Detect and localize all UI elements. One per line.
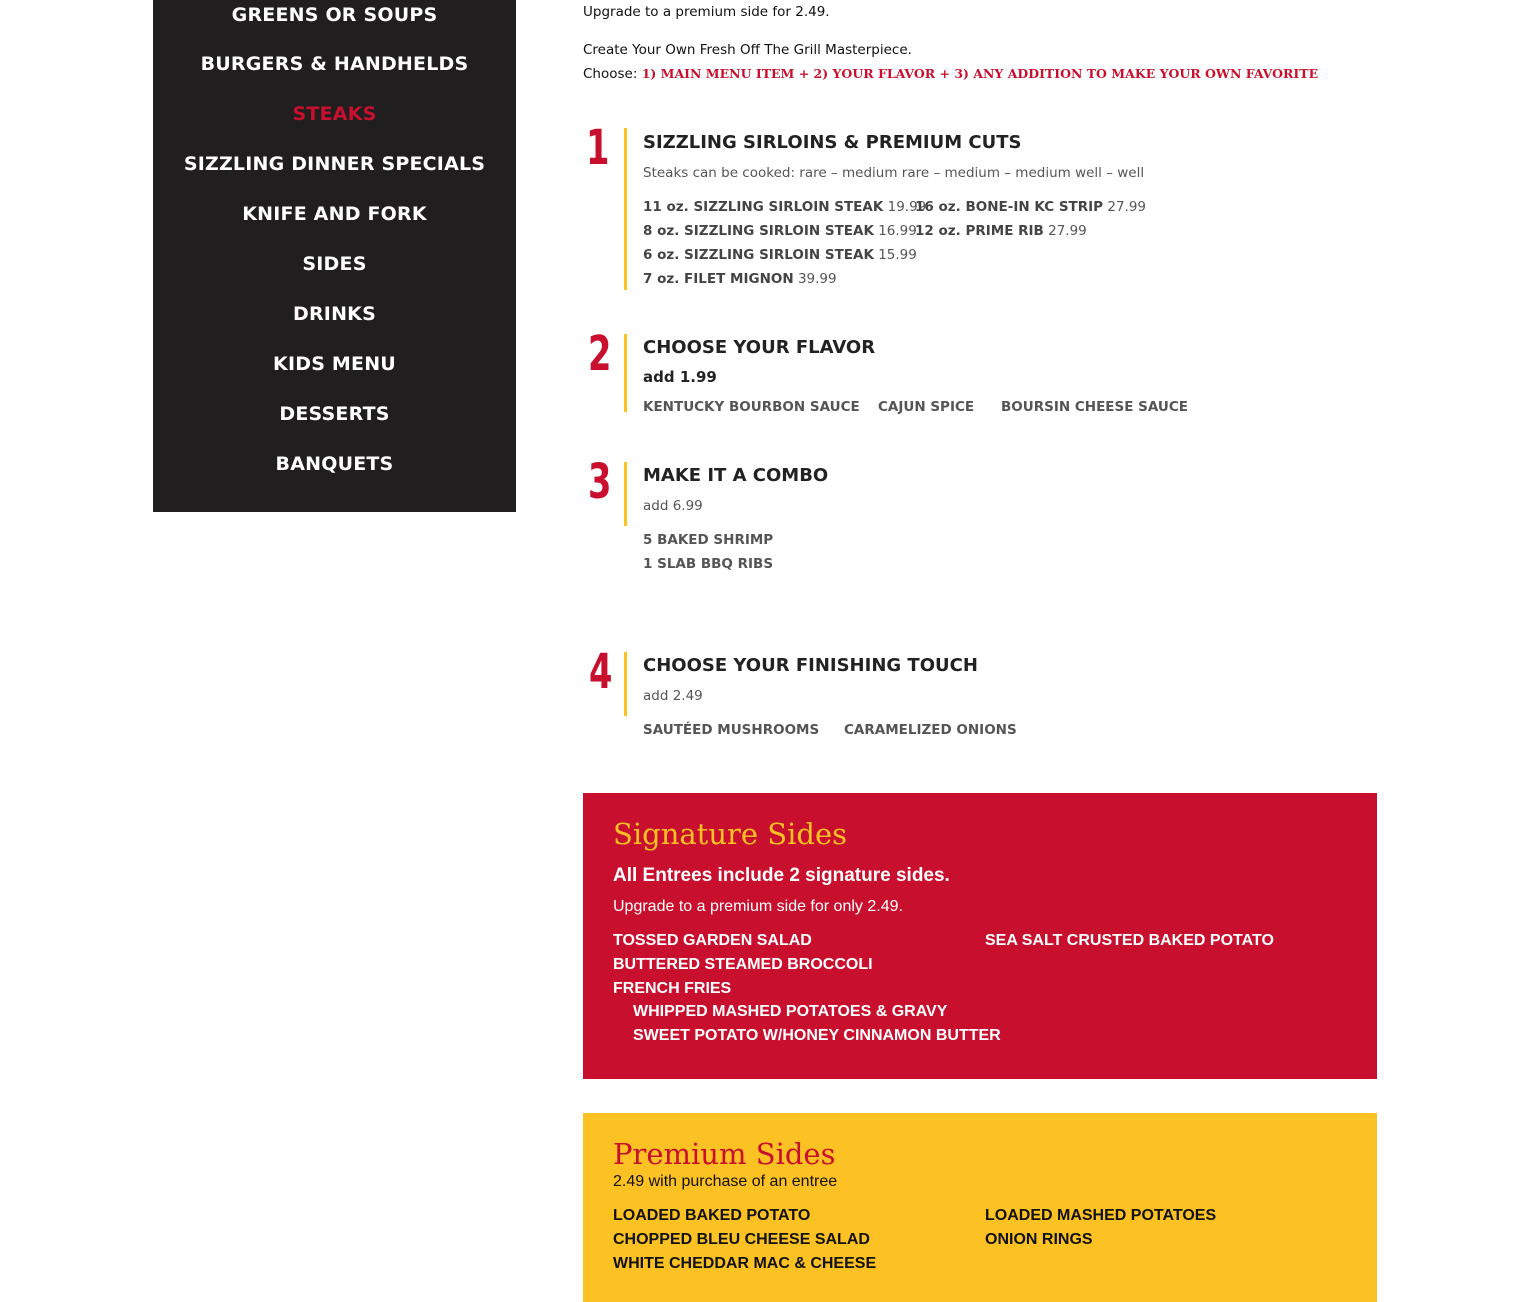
side-item: WHITE CHEDDAR MAC & CHEESE <box>613 1255 877 1272</box>
step3-title: MAKE IT A COMBO <box>643 465 829 486</box>
flavor-option: KENTUCKY BOURBON SAUCE <box>643 399 860 415</box>
combo-option: 1 SLAB BBQ RIBS <box>643 556 774 572</box>
item-price: 15.99 <box>878 247 917 263</box>
nav-kids-menu[interactable]: KIDS MENU <box>273 353 396 375</box>
step-divider <box>624 128 627 290</box>
side-item: TOSSED GARDEN SALAD <box>613 932 812 949</box>
side-item: FRENCH FRIES <box>613 980 732 997</box>
nav-desserts[interactable]: DESSERTS <box>279 403 390 425</box>
nav-burgers-handhelds[interactable]: BURGERS & HANDHELDS <box>200 53 469 75</box>
step3-price: add 6.99 <box>643 498 703 514</box>
cooking-note: Steaks can be cooked: rare – medium rare – medium – medium well – well <box>643 165 1145 181</box>
choose-label: Choose: <box>583 66 638 82</box>
item-price: 39.99 <box>797 271 837 287</box>
menu-item <box>643 199 926 215</box>
side-item: ONION RINGS <box>985 1231 1093 1248</box>
premium-sides-panel <box>583 1113 1377 1302</box>
step4-title: CHOOSE YOUR FINISHING TOUCH <box>643 655 978 676</box>
item-price: 27.99 <box>1107 199 1147 215</box>
step-number-2: 2 <box>588 326 612 382</box>
item-name: 11 oz. SIZZLING SIRLOIN STEAK <box>643 199 884 215</box>
finishing-option: SAUTÉED MUSHROOMS <box>643 722 820 738</box>
nav-banquets[interactable]: BANQUETS <box>275 453 394 475</box>
side-item: WHIPPED MASHED POTATOES & GRAVY <box>633 1003 948 1020</box>
step1-title: SIZZLING SIRLOINS & PREMIUM CUTS <box>643 132 1022 153</box>
menu-item <box>643 223 917 239</box>
item-price: 19.99 <box>887 199 927 215</box>
menu-item <box>643 271 837 287</box>
step2-price: add 1.99 <box>643 368 717 386</box>
step4-price: add 2.49 <box>643 688 703 704</box>
flavor-option: BOURSIN CHEESE SAUCE <box>1001 399 1189 415</box>
create-heading: Create Your Own Fresh Off The Grill Masterpiece. <box>583 42 912 58</box>
step-number-3: 3 <box>588 454 612 510</box>
signature-note: Upgrade to a premium side for only 2.49. <box>613 898 903 915</box>
side-item: LOADED MASHED POTATOES <box>985 1207 1217 1224</box>
item-name: 12 oz. PRIME RIB <box>915 223 1044 239</box>
step-divider <box>624 334 627 412</box>
step-divider <box>624 652 627 716</box>
nav-greens-or-soups[interactable]: GREENS OR SOUPS <box>231 4 438 26</box>
menu-item <box>915 199 1146 215</box>
category-sidebar <box>153 0 516 512</box>
item-price: 16.99 <box>878 223 917 239</box>
nav-sizzling-dinner-specials[interactable]: SIZZLING DINNER SPECIALS <box>183 153 486 175</box>
choose-steps: 1) MAIN MENU ITEM + 2) YOUR FLAVOR + 3) ANY ADDITION TO MAKE YOUR OWN FAVORITE <box>641 66 1319 81</box>
choose-line <box>583 66 1318 82</box>
step-divider <box>624 462 627 526</box>
signature-sides-panel <box>583 793 1377 1079</box>
side-item: SEA SALT CRUSTED BAKED POTATO <box>985 932 1274 949</box>
nav-knife-and-fork[interactable]: KNIFE AND FORK <box>242 203 427 225</box>
premium-sides-title: Premium Sides <box>613 1137 836 1171</box>
signature-sides-title: Signature Sides <box>613 817 847 851</box>
side-item: SWEET POTATO W/HONEY CINNAMON BUTTER <box>633 1027 1001 1044</box>
premium-note: 2.49 with purchase of an entree <box>613 1173 838 1190</box>
finishing-option: CARAMELIZED ONIONS <box>844 722 1017 738</box>
step2-title: CHOOSE YOUR FLAVOR <box>643 337 876 358</box>
signature-lead: All Entrees include 2 signature sides. <box>613 865 950 886</box>
item-name: 8 oz. SIZZLING SIRLOIN STEAK <box>643 223 874 239</box>
menu-item <box>643 247 917 263</box>
step-number-1: 1 <box>586 120 610 176</box>
flavor-option: CAJUN SPICE <box>878 399 975 415</box>
upgrade-note: Upgrade to a premium side for 2.49. <box>583 4 830 20</box>
nav-sides[interactable]: SIDES <box>302 253 367 275</box>
item-name: 16 oz. BONE-IN KC STRIP <box>915 199 1104 215</box>
nav-drinks[interactable]: DRINKS <box>293 303 376 325</box>
side-item: CHOPPED BLEU CHEESE SALAD <box>613 1231 870 1248</box>
side-item: BUTTERED STEAMED BROCCOLI <box>613 956 873 973</box>
side-item: LOADED BAKED POTATO <box>613 1207 811 1224</box>
item-name: 6 oz. SIZZLING SIRLOIN STEAK <box>643 247 874 263</box>
menu-item <box>915 223 1087 239</box>
step-number-4: 4 <box>589 644 613 700</box>
nav-steaks[interactable]: STEAKS <box>292 103 377 125</box>
item-name: 7 oz. FILET MIGNON <box>643 271 794 287</box>
item-price: 27.99 <box>1048 223 1087 239</box>
combo-option: 5 BAKED SHRIMP <box>643 532 774 548</box>
